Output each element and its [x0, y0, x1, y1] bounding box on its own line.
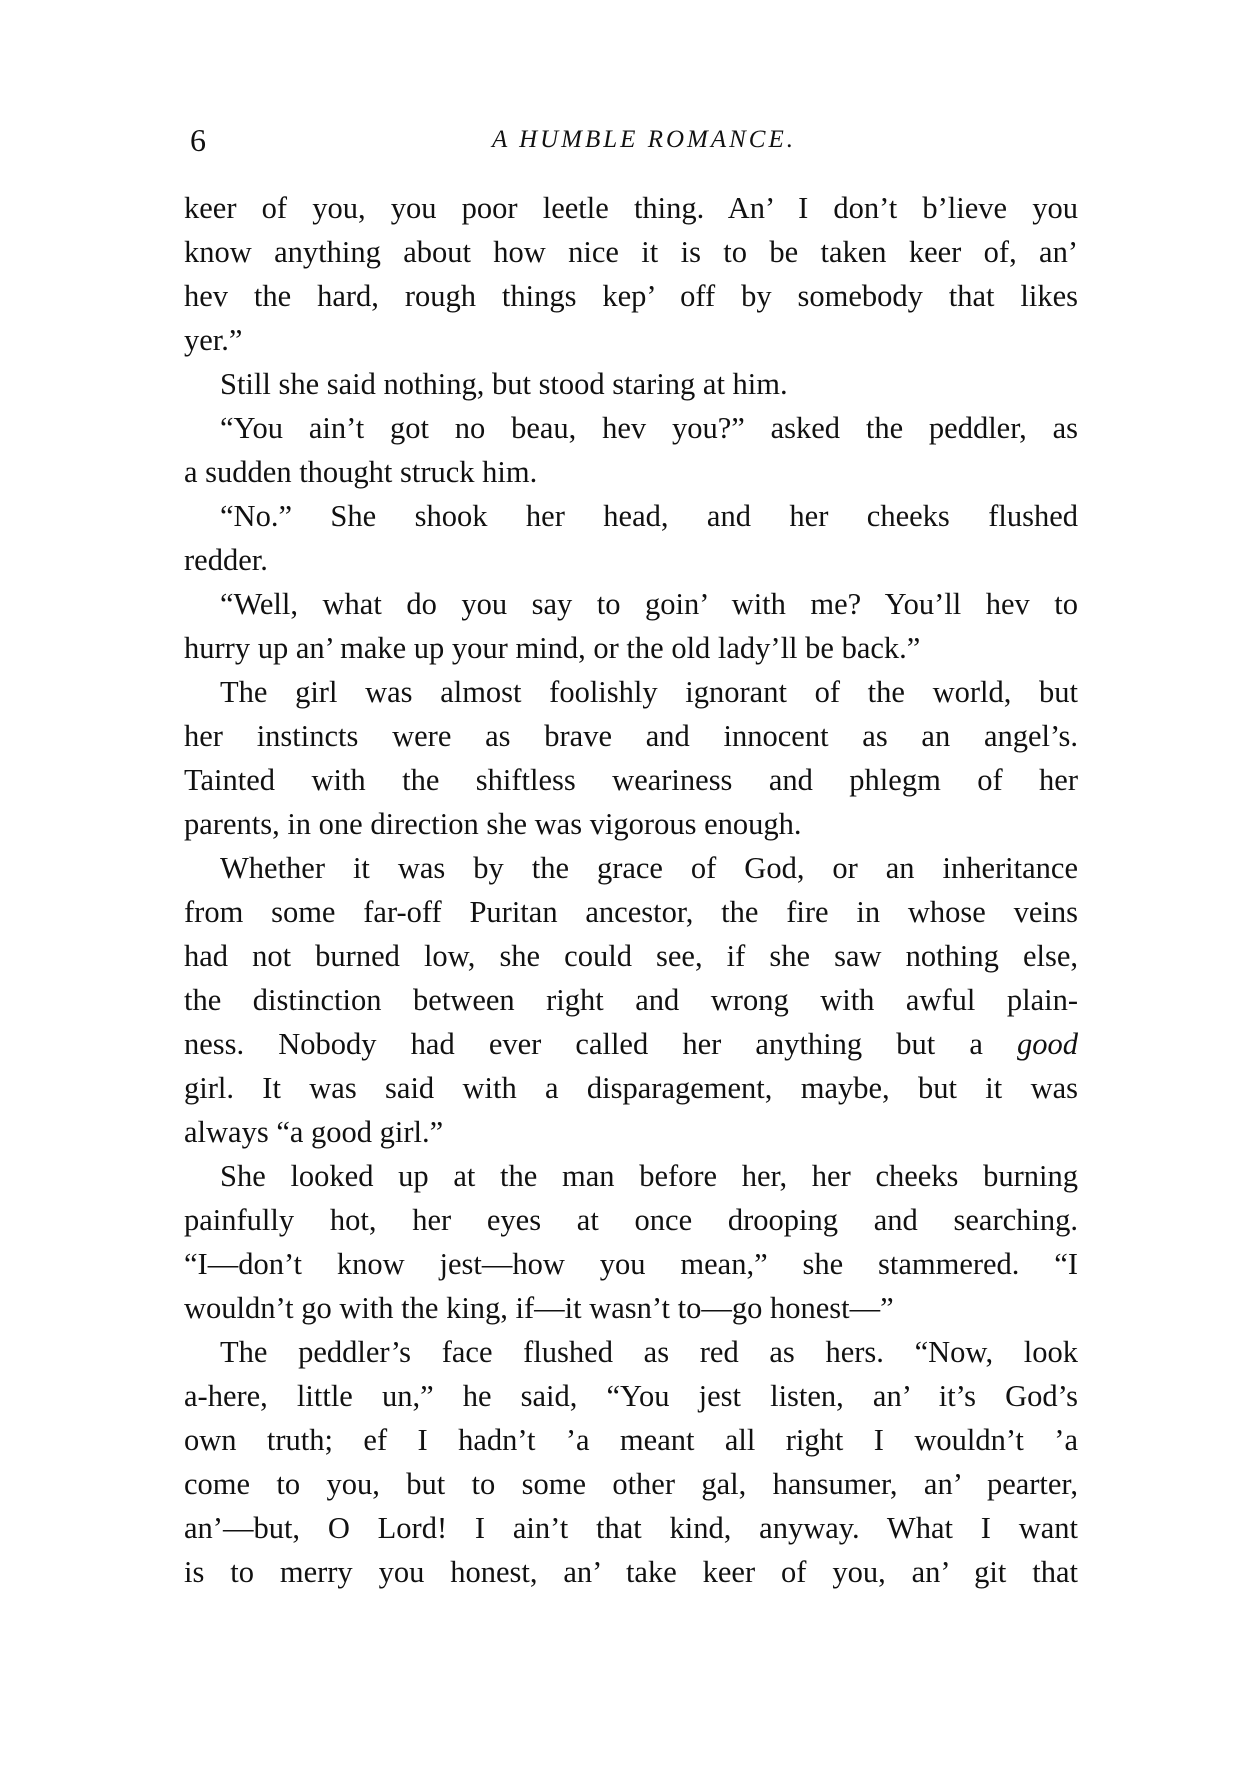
text-line: girl. It was said with a disparagement, maybe, but it was: [184, 1071, 1078, 1105]
text-line: ness. Nobody had ever called her anything but a good: [184, 1027, 1078, 1061]
body-text: [184, 186, 1078, 1594]
text-line: painfully hot, her eyes at once drooping and searching.: [184, 1203, 1078, 1237]
text-line: “You ain’t got no beau, hev you?” asked the peddler, as: [220, 411, 1078, 445]
text-line: from some far-off Puritan ancestor, the fire in whose veins: [184, 895, 1078, 929]
text-line: a-here, little un,” he said, “You jest listen, an’ it’s God’s: [184, 1379, 1078, 1413]
text-line: Tainted with the shiftless weariness and phlegm of her: [184, 763, 1078, 797]
text-line: The peddler’s face flushed as red as hers. “Now, look: [220, 1335, 1078, 1369]
text-line: “I—don’t know jest—how you mean,” she stammered. “I: [184, 1247, 1078, 1281]
text-line: a sudden thought struck him.: [184, 455, 538, 489]
text-line: Whether it was by the grace of God, or an inheritance: [220, 851, 1078, 885]
page-number: 6: [190, 122, 206, 158]
text-line: is to merry you honest, an’ take keer of you, an’ git that: [184, 1555, 1078, 1589]
text-line: own truth; ef I hadn’t ’a meant all right I wouldn’t ’a: [184, 1423, 1078, 1457]
text-line: wouldn’t go with the king, if—it wasn’t to—go honest—”: [184, 1291, 894, 1325]
text-line: hurry up an’ make up your mind, or the old lady’ll be back.”: [184, 631, 921, 665]
text-line: come to you, but to some other gal, hansumer, an’ pearter,: [184, 1467, 1078, 1501]
text-line: the distinction between right and wrong with awful plain-: [184, 983, 1078, 1017]
text-line: The girl was almost foolishly ignorant of the world, but: [220, 675, 1078, 709]
page-header: [190, 118, 1078, 162]
text-line: hev the hard, rough things kep’ off by somebody that likes: [184, 279, 1078, 313]
text-line: Still she said nothing, but stood staring at him.: [220, 367, 788, 401]
text-line: She looked up at the man before her, her cheeks burning: [220, 1159, 1078, 1193]
text-line: redder.: [184, 543, 268, 577]
text-line: always “a good girl.”: [184, 1115, 444, 1149]
text-line: an’—but, O Lord! I ain’t that kind, anyway. What I want: [184, 1511, 1078, 1545]
running-head: A HUMBLE ROMANCE.: [492, 126, 796, 153]
text-line: keer of you, you poor leetle thing. An’ I don’t b’lieve you: [184, 191, 1078, 225]
text-line: had not burned low, she could see, if she saw nothing else,: [184, 939, 1078, 973]
text-line: know anything about how nice it is to be taken keer of, an’: [184, 235, 1078, 269]
text-line: parents, in one direction she was vigorous enough.: [184, 807, 802, 841]
text-line: “Well, what do you say to goin’ with me? You’ll hev to: [220, 587, 1078, 621]
text-line: yer.”: [184, 323, 243, 357]
text-line: her instincts were as brave and innocent as an angel’s.: [184, 719, 1078, 753]
text-line: “No.” She shook her head, and her cheeks flushed: [220, 499, 1078, 533]
